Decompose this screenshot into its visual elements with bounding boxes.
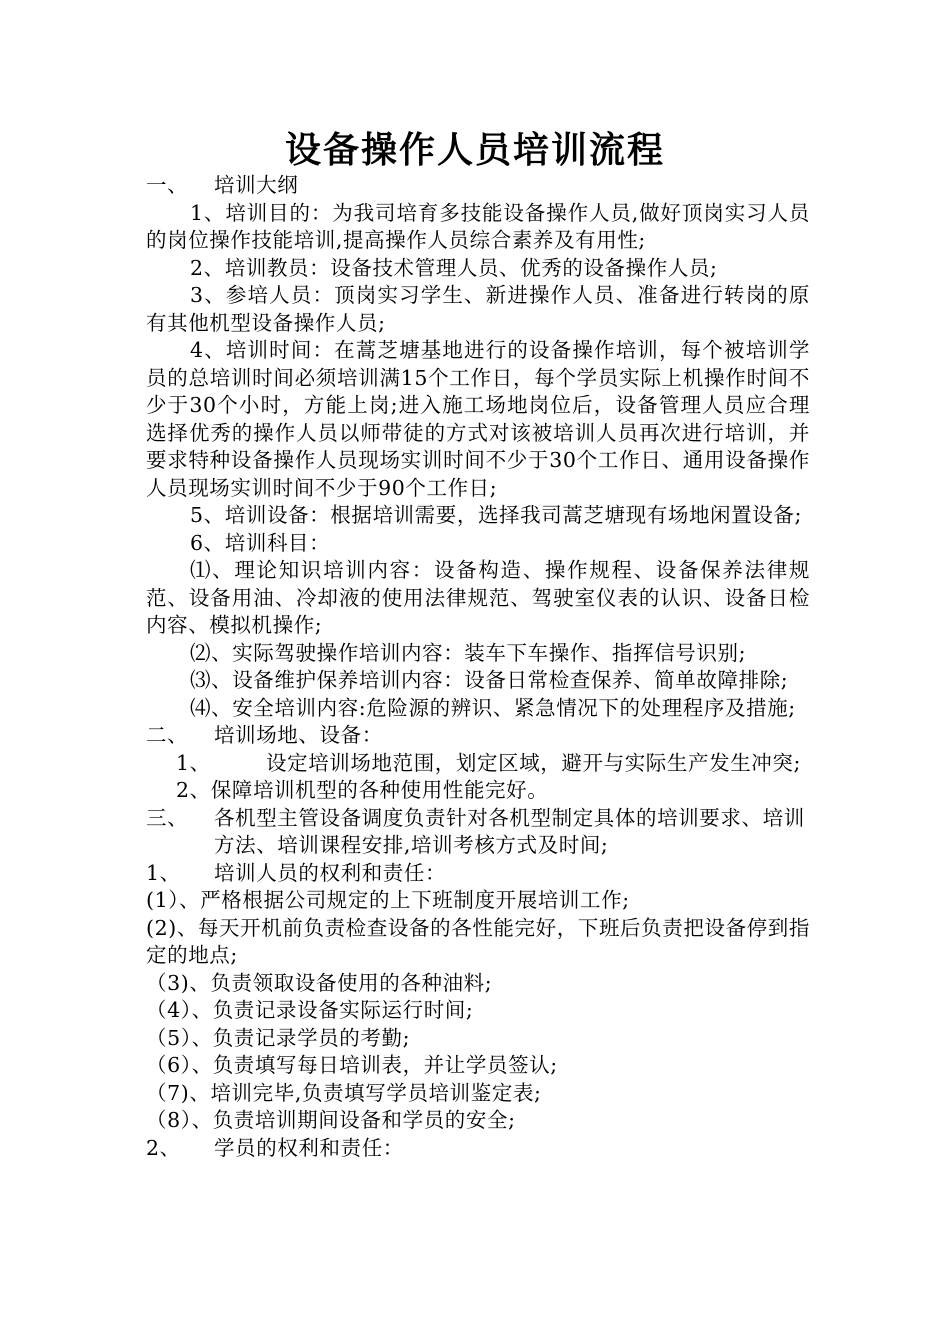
list-item: 2、保障培训机型的各种使用性能完好。 <box>176 778 549 802</box>
list-item: （3)、负责领取设备使用的各种油料; <box>146 970 493 995</box>
list-item: (2)、每天开机前负责检查设备的各性能完好，下班后负责把设备停到指定的地点; <box>146 915 810 967</box>
paragraph-participants: 3、参培人员：顶岗实习学生、新进操作人员、准备进行转岗的原有其他机型设备操作人员; <box>146 283 810 335</box>
page-title: 设备操作人员培训流程 <box>284 129 665 171</box>
list-item: （6）、负责填写每日培训表，并让学员签认; <box>146 1053 558 1077</box>
paragraph-instructors: 2、培训教员：设备技术管理人员、优秀的设备操作人员; <box>190 255 718 280</box>
list-item: （5）、负责记录学员的考勤; <box>146 1025 411 1050</box>
section-number: 二、 <box>146 723 189 747</box>
subject-theory: ⑴、理论知识培训内容：设备构造、操作规程、设备保养法律规范、设备用油、冷却液的使用法律规范、驾驶室仪表的认识、设备日检内容、模拟机操作; <box>146 558 810 637</box>
subsection-number: 2、 <box>146 1135 181 1160</box>
list-item <box>146 750 810 778</box>
subject-maintenance: ⑶、设备维护保养培训内容：设备日常检查保养、简单故障排除; <box>190 668 789 692</box>
list-item: （4）、负责记录设备实际运行时间; <box>146 998 474 1022</box>
section-number: 一、 <box>146 173 189 197</box>
list-number: 1、 <box>176 750 211 775</box>
section-title: 培训大纲 <box>214 173 299 197</box>
list-text: 设定培训场地范围，划定区域，避开与实际生产发生冲突; <box>266 750 802 775</box>
subsection-heading-trainer <box>146 860 810 888</box>
document-body <box>146 172 810 1162</box>
section-text: 各机型主管设备调度负责针对各机型制定具体的培训要求、培训方法、培训课程安排,培训考核方式及时间; <box>214 805 805 857</box>
section-title: 培训场地、设备： <box>214 723 383 747</box>
subsection-title: 学员的权利和责任： <box>214 1135 404 1160</box>
subsection-number: 1、 <box>146 860 181 885</box>
list-item: (1）、严格根据公司规定的上下班制度开展培训工作; <box>146 888 630 912</box>
paragraph-purpose: 1、培训目的：为我司培育多技能设备操作人员,做好顶岗实习人员的岗位操作技能培训,提高操作人员综合素养及有用性; <box>146 200 810 252</box>
subject-driving: ⑵、实际驾驶操作培训内容：装车下车操作、指挥信号识别; <box>190 640 747 665</box>
subject-safety: ⑷、安全培训内容:危险源的辨识、紧急情况下的处理程序及措施; <box>190 695 796 720</box>
subsection-heading-trainee <box>146 1135 810 1163</box>
list-item: （7)、培训完毕,负责填写学员培训鉴定表; <box>146 1080 542 1105</box>
section-heading-1 <box>146 172 810 200</box>
section-number: 三、 <box>146 805 189 830</box>
section-heading-2 <box>146 722 810 750</box>
paragraph-subjects-heading: 6、培训科目： <box>190 530 331 555</box>
paragraph-training-time: 4、培训时间：在蒿芝塘基地进行的设备操作培训，每个被培训学员的总培训时间必须培训满15个工作日，每个学员实际上机操作时间不少于30个小时，方能上岗;进入施工场地岗位后，设备管理人员应合理选择优秀的操作人员以师带徒的方式对该被培训人员再次进行培训，并要求特种设备操作人员现场实训时间不少于30个工作日、通用设备操作人员现场实训时间不少于90个工作日; <box>146 338 810 500</box>
section-heading-3 <box>146 805 810 860</box>
subsection-title: 培训人员的权利和责任： <box>214 860 447 885</box>
list-item: （8）、负责培训期间设备和学员的安全; <box>146 1108 516 1132</box>
paragraph-equipment: 5、培训设备：根据培训需要，选择我司蒿芝塘现有场地闲置设备; <box>190 503 802 527</box>
